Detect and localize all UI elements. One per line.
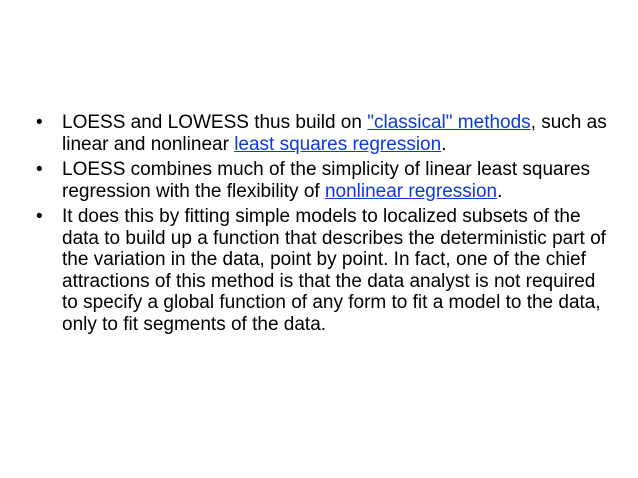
nonlinear-regression-link[interactable]: nonlinear regression <box>324 180 498 202</box>
bullet-dot-icon: • <box>36 112 43 133</box>
bullet-text: LOESS and LOWESS thus build on <box>62 112 368 133</box>
bullet-text: LOESS combines much of the simplicity of linear least squares regression with the flexibility of <box>62 159 591 202</box>
classical-methods-link[interactable]: "classical" methods <box>367 112 531 133</box>
bullet-dot-icon: • <box>36 159 43 180</box>
bullet-item-2 <box>36 159 608 202</box>
bullet-dot-icon: • <box>36 206 43 227</box>
bullet-text: . <box>441 133 447 155</box>
least-squares-regression-link[interactable]: least squares regression <box>234 133 442 155</box>
bullet-text: , such as linear and nonlinear <box>62 112 607 155</box>
bullet-text: It does this by fitting simple models to localized subsets of the data to build up a function that describes the deterministic part of the variation in the data, point by point. In fact, one of the chief attractions of this method is that the data analyst is not required to specify a global function of any form to fit a model to the data, only to fit segments of the data. <box>62 206 606 335</box>
bullet-item-1 <box>36 112 608 155</box>
bullet-item-3 <box>36 206 608 335</box>
bullet-list <box>36 112 608 339</box>
bullet-text: . <box>497 180 503 202</box>
